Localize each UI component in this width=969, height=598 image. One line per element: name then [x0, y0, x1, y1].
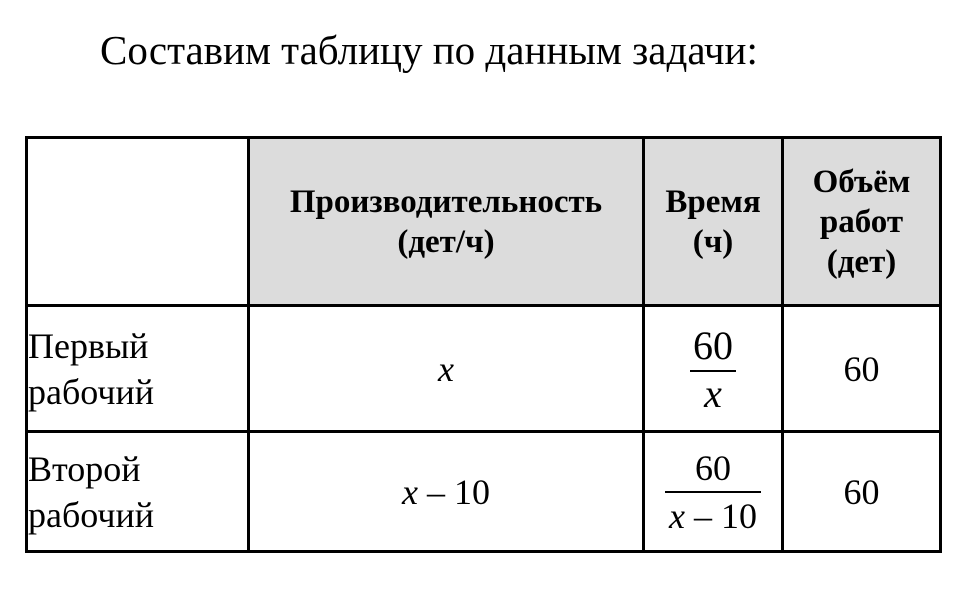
variable-x: x: [438, 348, 454, 389]
header-volume-title-1: Объём: [812, 163, 911, 200]
productivity-cell: [249, 306, 644, 432]
header-cell-empty: [27, 138, 249, 306]
data-table: [25, 136, 942, 553]
fraction-numerator: 60: [694, 447, 731, 488]
volume-cell: 60: [783, 432, 941, 552]
header-cell-productivity: [249, 138, 644, 306]
fraction-numerator: 60: [693, 322, 733, 368]
header-time-title: Время: [665, 183, 761, 220]
time-cell: [644, 306, 783, 432]
header-cell-time: [644, 138, 783, 306]
table-header-row: [27, 138, 941, 306]
fraction-denominator: x – 10: [665, 491, 761, 539]
productivity-cell: [249, 432, 644, 552]
fraction-denominator: x: [690, 370, 736, 416]
header-time-unit: (ч): [692, 223, 734, 260]
header-productivity-title: Производительность: [289, 183, 603, 220]
variable-x: x: [402, 471, 418, 512]
row-label-second-worker: Второй рабочий: [27, 432, 249, 552]
page-heading: Составим таблицу по данным задачи:: [100, 27, 758, 73]
productivity-expression-rest: – 10: [417, 471, 490, 512]
table-row: [27, 432, 941, 552]
table-row: [27, 306, 941, 432]
time-fraction: [665, 445, 761, 539]
time-cell: [644, 432, 783, 552]
header-productivity-unit: (дет/ч): [397, 223, 495, 260]
row-label-first-worker: Первый рабочий: [27, 306, 249, 432]
header-cell-volume: [783, 138, 941, 306]
time-fraction: [689, 322, 737, 416]
header-volume-unit: (дет): [826, 243, 897, 280]
header-volume-title-2: работ: [819, 203, 904, 240]
volume-cell: 60: [783, 306, 941, 432]
